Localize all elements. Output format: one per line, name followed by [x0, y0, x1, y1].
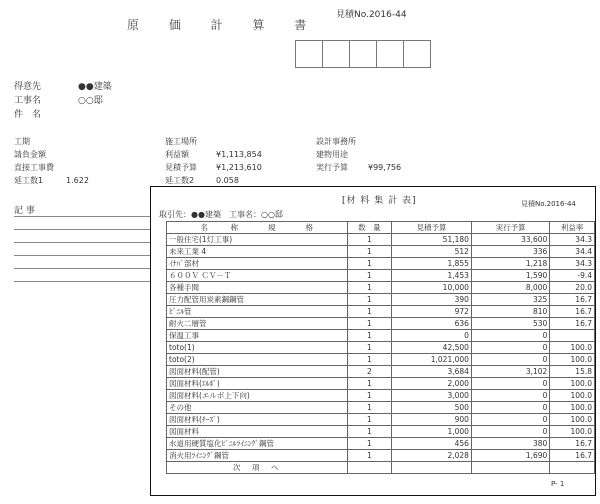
cell-estimate: 42,500: [392, 342, 472, 354]
stamp-box-2[interactable]: [322, 40, 350, 68]
cell-execution: 3,102: [471, 366, 549, 378]
cell-execution: 0: [471, 330, 549, 342]
cell-profit-rate: 15.8: [550, 366, 595, 378]
cell-name: toto(1): [167, 342, 348, 354]
cell-qty: 1: [347, 306, 392, 318]
detail-value: ¥1,213,610: [216, 163, 262, 172]
customer-label: 得意先: [14, 82, 42, 92]
cell-profit-rate: -9.4: [550, 270, 595, 282]
detail-label: 延工数2: [165, 176, 195, 185]
cell-profit-rate: 16.7: [550, 306, 595, 318]
cell-estimate: 1,021,000: [392, 354, 472, 366]
col-header-name: 名 称 規 格: [167, 222, 348, 234]
cell-name: 一般住宅(1灯工事): [167, 234, 348, 246]
cell-qty: 1: [347, 318, 392, 330]
table-row: [167, 414, 595, 426]
detail-label: 施工場所: [165, 137, 197, 146]
cell-estimate: 3,000: [392, 390, 472, 402]
cell-profit-rate: 16.7: [550, 318, 595, 330]
cell-qty: 1: [347, 378, 392, 390]
cell-name: 消火用ﾗｲﾆﾝｸﾞ鋼管: [167, 450, 348, 462]
subject-label: 件 名: [14, 110, 42, 120]
cell-estimate: 456: [392, 438, 472, 450]
cell-execution: 810: [471, 306, 549, 318]
cell-estimate: 1,855: [392, 258, 472, 270]
detail-value: ¥1,113,854: [216, 150, 262, 159]
cell-estimate: 0: [392, 330, 472, 342]
table-row: [167, 330, 595, 342]
cell-execution: 0: [471, 342, 549, 354]
table-row: [167, 402, 595, 414]
cell-estimate: 51,180: [392, 234, 472, 246]
cell-qty: 2: [347, 366, 392, 378]
cell-qty: 1: [347, 438, 392, 450]
cell-name: 保温工事: [167, 330, 348, 342]
sheet-title: [材 料 集 計 表]: [342, 196, 417, 206]
cell-profit-rate: 100.0: [550, 378, 595, 390]
detail-label: 実行予算: [316, 163, 348, 172]
cell-qty: 1: [347, 414, 392, 426]
client-line: 取引先：●●建築 工事名：○○邸: [159, 210, 283, 219]
cell-qty: 1: [347, 258, 392, 270]
cell-profit-rate: 16.7: [550, 438, 595, 450]
cell-qty: 1: [347, 402, 392, 414]
cell-qty: 1: [347, 246, 392, 258]
cell-empty: [471, 462, 549, 474]
cell-estimate: 1,453: [392, 270, 472, 282]
cell-empty: [392, 462, 472, 474]
table-row: [167, 234, 595, 246]
table-row: [167, 438, 595, 450]
cell-estimate: 972: [392, 306, 472, 318]
cell-estimate: 900: [392, 414, 472, 426]
table-header-row: [167, 222, 595, 234]
cell-execution: 1,690: [471, 450, 549, 462]
cell-execution: 33,600: [471, 234, 549, 246]
cell-name: その他: [167, 402, 348, 414]
cell-execution: 530: [471, 318, 549, 330]
memo-line[interactable]: [14, 216, 150, 217]
document-title: 原 価 計 算 書: [127, 18, 320, 32]
cell-execution: 0: [471, 354, 549, 366]
table-row: [167, 342, 595, 354]
cell-qty: 1: [347, 426, 392, 438]
memo-line[interactable]: [14, 229, 150, 230]
col-header-qty: 数 量: [347, 222, 392, 234]
col-header-profit-rate: 利益率: [550, 222, 595, 234]
cell-name: 圧力配管用炭素鋼鋼管: [167, 294, 348, 306]
table-row: [167, 426, 595, 438]
table-row: [167, 246, 595, 258]
cell-name: 図面材料: [167, 426, 348, 438]
material-table: [166, 221, 595, 474]
cell-execution: 336: [471, 246, 549, 258]
detail-label: 直接工事費: [14, 163, 54, 172]
memo-label: 記 事: [14, 206, 35, 216]
sheet-estimate-number: 見積No.2016-44: [521, 200, 576, 208]
cell-name: ｲﾅﾊﾞ部材: [167, 258, 348, 270]
cell-estimate: 2,000: [392, 378, 472, 390]
cell-qty: 1: [347, 270, 392, 282]
cell-estimate: 2,028: [392, 450, 472, 462]
table-row: [167, 270, 595, 282]
stamp-box-1[interactable]: [295, 40, 323, 68]
cell-profit-rate: 100.0: [550, 354, 595, 366]
cell-qty: 1: [347, 342, 392, 354]
cell-qty: 1: [347, 282, 392, 294]
cell-profit-rate: 16.7: [550, 294, 595, 306]
cell-profit-rate: 34.3: [550, 234, 595, 246]
cell-profit-rate: 100.0: [550, 342, 595, 354]
cell-profit-rate: 100.0: [550, 426, 595, 438]
table-row: [167, 294, 595, 306]
table-row: [167, 306, 595, 318]
next-page-row: [167, 462, 595, 474]
cell-qty: 1: [347, 390, 392, 402]
cell-execution: 325: [471, 294, 549, 306]
table-row: [167, 354, 595, 366]
cell-profit-rate: [550, 330, 595, 342]
col-header-estimate: 見積予算: [392, 222, 472, 234]
cell-execution: 0: [471, 390, 549, 402]
cell-name: 図面材料(ｴﾙﾎﾞ): [167, 378, 348, 390]
cell-profit-rate: 34.3: [550, 258, 595, 270]
cell-estimate: 3,684: [392, 366, 472, 378]
table-row: [167, 366, 595, 378]
table-row: [167, 282, 595, 294]
detail-value: ¥99,756: [368, 163, 402, 172]
table-row: [167, 390, 595, 402]
detail-value: 1.622: [66, 176, 89, 185]
detail-label: 利益額: [165, 150, 189, 159]
cell-name: 水道用硬質塩化ﾋﾞﾆﾙﾗｲﾆﾝｸﾞ鋼管: [167, 438, 348, 450]
estimate-number: 見積No.2016-44: [336, 10, 407, 20]
cell-execution: 0: [471, 378, 549, 390]
cell-execution: 0: [471, 402, 549, 414]
cell-estimate: 390: [392, 294, 472, 306]
cell-name: toto(2): [167, 354, 348, 366]
cell-execution: 1,590: [471, 270, 549, 282]
table-row: [167, 318, 595, 330]
cell-estimate: 1,000: [392, 426, 472, 438]
detail-label: 見積予算: [165, 163, 197, 172]
cell-profit-rate: 20.0: [550, 282, 595, 294]
cell-profit-rate: 16.7: [550, 450, 595, 462]
cell-qty: 1: [347, 354, 392, 366]
next-page-label: 次 項 へ: [167, 462, 348, 474]
memo-line[interactable]: [14, 268, 150, 269]
cell-name: 図面材料(配管): [167, 366, 348, 378]
table-row: [167, 450, 595, 462]
cell-empty: [550, 462, 595, 474]
memo-line[interactable]: [14, 255, 150, 256]
cell-profit-rate: 100.0: [550, 414, 595, 426]
page-number: P- 1: [551, 480, 565, 488]
cell-qty: 1: [347, 234, 392, 246]
project-label: 工事名: [14, 96, 42, 106]
cell-name: 未来工業 4: [167, 246, 348, 258]
stamp-box-3[interactable]: [349, 40, 377, 68]
detail-label: 請負金額: [14, 150, 46, 159]
cell-execution: 380: [471, 438, 549, 450]
cell-qty: 1: [347, 294, 392, 306]
memo-line[interactable]: [14, 281, 150, 282]
cell-qty: 1: [347, 450, 392, 462]
cell-profit-rate: 100.0: [550, 402, 595, 414]
cell-name: 図面材料(ﾁｰｽﾞ): [167, 414, 348, 426]
table-row: [167, 378, 595, 390]
cell-estimate: 500: [392, 402, 472, 414]
memo-line[interactable]: [14, 242, 150, 243]
cell-name: ６００Ｖ ＣＶ－Ｔ: [167, 270, 348, 282]
stamp-box-4[interactable]: [376, 40, 404, 68]
cell-profit-rate: 100.0: [550, 390, 595, 402]
cell-profit-rate: 34.4: [550, 246, 595, 258]
cell-execution: 0: [471, 426, 549, 438]
project-value: ○○邸: [78, 96, 103, 106]
material-summary-sheet: [150, 186, 596, 496]
detail-label: 設計事務所: [316, 137, 356, 146]
col-header-execution: 実行予算: [471, 222, 549, 234]
customer-value: ●●建築: [78, 82, 112, 92]
cell-execution: 0: [471, 414, 549, 426]
cell-qty: 1: [347, 330, 392, 342]
cell-name: ﾋﾞﾆﾙ管: [167, 306, 348, 318]
cell-empty: [347, 462, 392, 474]
cell-execution: 1,218: [471, 258, 549, 270]
cell-execution: 8,000: [471, 282, 549, 294]
cell-estimate: 636: [392, 318, 472, 330]
cell-name: 耐火二層管: [167, 318, 348, 330]
cell-name: 各種手間: [167, 282, 348, 294]
stamp-box-5[interactable]: [403, 40, 431, 68]
cell-estimate: 512: [392, 246, 472, 258]
detail-value: 0.058: [216, 176, 239, 185]
detail-label: 延工数1: [14, 176, 44, 185]
detail-label: 工期: [14, 137, 30, 146]
table-row: [167, 258, 595, 270]
cell-estimate: 10,000: [392, 282, 472, 294]
cell-name: 図面材料(エルボ上下向): [167, 390, 348, 402]
detail-label: 建物用途: [316, 150, 348, 159]
approval-stamp-boxes: [296, 40, 431, 68]
